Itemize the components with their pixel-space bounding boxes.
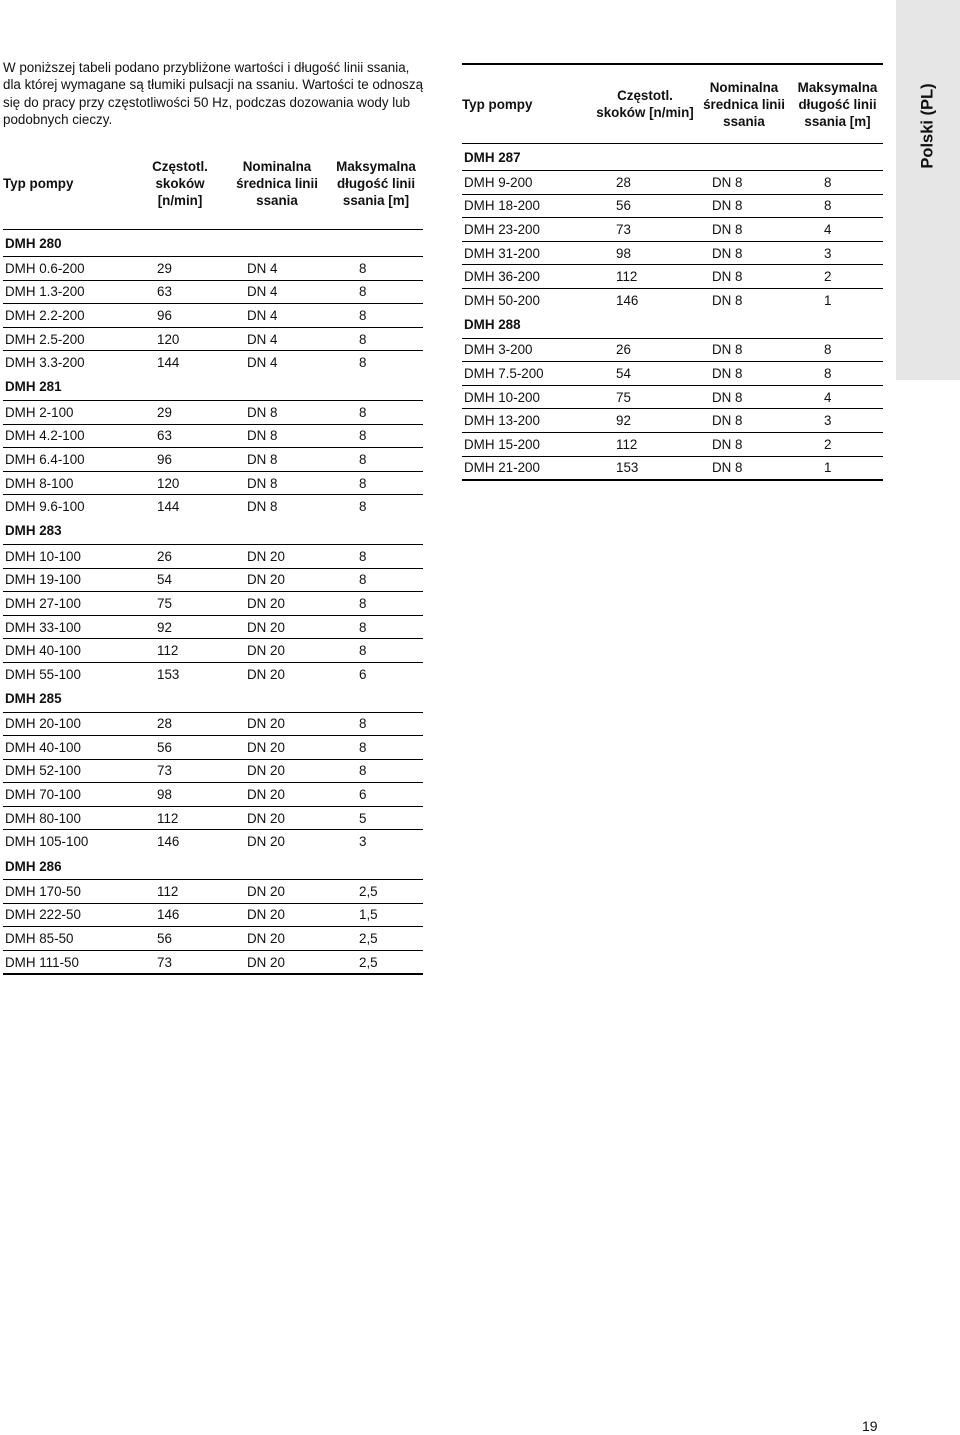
group-name: DMH 285: [3, 686, 423, 713]
stroke-frequency-cell: 112: [594, 265, 696, 289]
group-name: DMH 283: [3, 518, 423, 545]
pump-type-cell: DMH 40-100: [3, 736, 135, 760]
nominal-diameter-cell: DN 20: [225, 736, 329, 760]
group-row: [3, 853, 423, 880]
table-row: [3, 806, 423, 830]
nominal-diameter-cell: DN 8: [225, 448, 329, 472]
max-length-cell: 3: [359, 834, 367, 850]
max-length-cell: 8: [329, 280, 423, 304]
nominal-diameter-cell: DN 20: [225, 639, 329, 663]
max-length-cell: 8: [329, 544, 423, 568]
pump-type-cell: DMH 85-50: [3, 927, 135, 951]
nominal-diameter-cell: DN 8: [712, 460, 743, 476]
pump-type-cell: DMH 36-200: [462, 265, 594, 289]
pump-type-cell: DMH 2-100: [3, 400, 135, 424]
header-pump-type: Typ pompy: [3, 137, 135, 230]
stroke-frequency-cell: 26: [594, 338, 696, 362]
stroke-frequency-cell: 56: [135, 736, 225, 760]
max-length-cell: 3: [792, 241, 883, 265]
table-row: [3, 712, 423, 736]
max-length-cell: 8: [329, 615, 423, 639]
pump-type-cell: DMH 10-100: [3, 544, 135, 568]
max-length-cell: 6: [359, 666, 367, 682]
table-row: [3, 736, 423, 760]
max-length-cell: 2: [792, 265, 883, 289]
pump-type-cell: DMH 3-200: [462, 338, 594, 362]
header-stroke-frequency: Częstotl. skoków [n/min]: [135, 137, 225, 230]
nominal-diameter-cell: DN 8: [696, 218, 792, 242]
pump-type-cell: DMH 9-200: [462, 171, 594, 195]
stroke-frequency-cell: 75: [135, 592, 225, 616]
table-row: [3, 592, 423, 616]
stroke-frequency-cell: 120: [135, 471, 225, 495]
nominal-diameter-cell: DN 20: [225, 544, 329, 568]
max-length-cell: 8: [329, 424, 423, 448]
pump-type-cell: DMH 3.3-200: [5, 355, 85, 371]
nominal-diameter-cell: DN 8: [696, 432, 792, 456]
stroke-frequency-cell: 28: [594, 171, 696, 195]
pump-type-cell: DMH 33-100: [3, 615, 135, 639]
stroke-frequency-cell: 28: [135, 712, 225, 736]
pump-type-cell: DMH 40-100: [3, 639, 135, 663]
table-row: [462, 218, 883, 242]
suction-line-table-left: [3, 137, 423, 975]
stroke-frequency-cell: 56: [594, 194, 696, 218]
stroke-frequency-cell: 75: [594, 385, 696, 409]
max-length-cell: 4: [792, 218, 883, 242]
table-row: [462, 338, 883, 362]
pump-type-cell: DMH 18-200: [462, 194, 594, 218]
stroke-frequency-cell: 98: [135, 783, 225, 807]
max-length-cell: 8: [329, 736, 423, 760]
group-row: [462, 312, 883, 339]
stroke-frequency-cell: 112: [135, 639, 225, 663]
nominal-diameter-cell: DN 8: [696, 265, 792, 289]
group-row: [3, 230, 423, 257]
group-name: DMH 281: [3, 374, 423, 401]
stroke-frequency-cell: 146: [616, 292, 639, 308]
pump-type-cell: DMH 15-200: [462, 432, 594, 456]
stroke-frequency-cell: 98: [594, 241, 696, 265]
nominal-diameter-cell: DN 8: [225, 471, 329, 495]
nominal-diameter-cell: DN 20: [247, 834, 285, 850]
max-length-cell: 2: [792, 432, 883, 456]
stroke-frequency-cell: 153: [157, 666, 180, 682]
table-row: [3, 927, 423, 951]
pump-type-cell: DMH 1.3-200: [3, 280, 135, 304]
stroke-frequency-cell: 96: [135, 304, 225, 328]
table-row: [3, 424, 423, 448]
nominal-diameter-cell: DN 4: [247, 355, 278, 371]
table-row: [462, 385, 883, 409]
max-length-cell: 1: [824, 292, 832, 308]
stroke-frequency-cell: 112: [594, 432, 696, 456]
header-nominal-diameter: Nominalna średnica linii ssania: [225, 137, 329, 230]
pump-type-cell: DMH 2.2-200: [3, 304, 135, 328]
nominal-diameter-cell: DN 20: [225, 903, 329, 927]
stroke-frequency-cell: 63: [135, 280, 225, 304]
stroke-frequency-cell: 92: [594, 409, 696, 433]
table-header-row: [462, 64, 883, 144]
table-row: [3, 448, 423, 472]
pump-type-cell: DMH 10-200: [462, 385, 594, 409]
table-row: [3, 327, 423, 351]
table-row: [3, 280, 423, 304]
stroke-frequency-cell: 56: [135, 927, 225, 951]
pump-type-cell: DMH 9.6-100: [5, 499, 85, 515]
nominal-diameter-cell: DN 4: [225, 327, 329, 351]
table-row: [462, 432, 883, 456]
stroke-frequency-cell: 112: [135, 880, 225, 904]
stroke-frequency-cell: 54: [135, 568, 225, 592]
pump-type-cell: DMH 31-200: [462, 241, 594, 265]
stroke-frequency-cell: 112: [135, 806, 225, 830]
group-row: [3, 374, 423, 401]
stroke-frequency-cell: 73: [135, 759, 225, 783]
header-stroke-frequency: Częstotl. skoków [n/min]: [594, 64, 696, 144]
table-row: [3, 568, 423, 592]
table-row: [3, 471, 423, 495]
table-row: [462, 194, 883, 218]
group-name: DMH 287: [462, 144, 883, 171]
pump-type-cell: DMH 111-50: [5, 954, 79, 970]
pump-type-cell: DMH 27-100: [3, 592, 135, 616]
pump-type-cell: DMH 6.4-100: [3, 448, 135, 472]
header-nominal-diameter: Nominalna średnica linii ssania: [696, 64, 792, 144]
table-row: [462, 362, 883, 386]
max-length-cell: 5: [329, 806, 423, 830]
table-row: [462, 241, 883, 265]
pump-type-cell: DMH 13-200: [462, 409, 594, 433]
stroke-frequency-cell: 144: [157, 499, 180, 515]
max-length-cell: 2,5: [329, 880, 423, 904]
pump-type-cell: DMH 23-200: [462, 218, 594, 242]
nominal-diameter-cell: DN 20: [225, 592, 329, 616]
max-length-cell: 1,5: [329, 903, 423, 927]
table-row: [3, 903, 423, 927]
nominal-diameter-cell: DN 8: [712, 292, 743, 308]
table-row: [3, 880, 423, 904]
group-row: [3, 518, 423, 545]
nominal-diameter-cell: DN 20: [225, 806, 329, 830]
nominal-diameter-cell: DN 4: [225, 280, 329, 304]
nominal-diameter-cell: DN 8: [696, 385, 792, 409]
table-row: [3, 830, 423, 853]
table-row: [462, 288, 883, 311]
group-name: DMH 286: [3, 853, 423, 880]
table-row: [3, 304, 423, 328]
table-row: [3, 351, 423, 374]
table-row: [3, 400, 423, 424]
intro-paragraph: W poniższej tabeli podano przybliżone wartości i długość linii ssania, dla której wymagane są tłumiki pulsacji na ssaniu. Wartości te odnoszą się do pracy przy częstotliwości 50 Hz, podczas dozowania wody lub podobnych cieczy.: [3, 60, 424, 128]
pump-type-cell: DMH 105-100: [5, 834, 89, 850]
pump-type-cell: DMH 19-100: [3, 568, 135, 592]
max-length-cell: 8: [329, 592, 423, 616]
max-length-cell: 6: [329, 783, 423, 807]
pump-type-cell: DMH 0.6-200: [3, 257, 135, 281]
group-name: DMH 280: [3, 230, 423, 257]
stroke-frequency-cell: 29: [135, 257, 225, 281]
stroke-frequency-cell: 146: [157, 834, 180, 850]
stroke-frequency-cell: 153: [616, 460, 639, 476]
nominal-diameter-cell: DN 8: [696, 241, 792, 265]
max-length-cell: 8: [329, 448, 423, 472]
max-length-cell: 8: [792, 362, 883, 386]
stroke-frequency-cell: 29: [135, 400, 225, 424]
pump-type-cell: DMH 21-200: [464, 460, 540, 476]
max-length-cell: 8: [792, 338, 883, 362]
pump-type-cell: DMH 55-100: [5, 666, 81, 682]
group-name: DMH 288: [462, 312, 883, 339]
table-row: [3, 615, 423, 639]
nominal-diameter-cell: DN 20: [225, 880, 329, 904]
max-length-cell: 3: [792, 409, 883, 433]
group-row: [3, 686, 423, 713]
pump-type-cell: DMH 8-100: [3, 471, 135, 495]
pump-type-cell: DMH 7.5-200: [462, 362, 594, 386]
table-row: [3, 495, 423, 518]
stroke-frequency-cell: 73: [157, 954, 172, 970]
stroke-frequency-cell: 92: [135, 615, 225, 639]
pump-type-cell: DMH 4.2-100: [3, 424, 135, 448]
table-row: [3, 662, 423, 685]
stroke-frequency-cell: 54: [594, 362, 696, 386]
stroke-frequency-cell: 26: [135, 544, 225, 568]
table-row: [462, 265, 883, 289]
nominal-diameter-cell: DN 8: [696, 171, 792, 195]
max-length-cell: 8: [329, 759, 423, 783]
max-length-cell: 8: [359, 499, 367, 515]
suction-line-table-right: [462, 63, 883, 481]
stroke-frequency-cell: 73: [594, 218, 696, 242]
stroke-frequency-cell: 146: [135, 903, 225, 927]
nominal-diameter-cell: DN 8: [696, 409, 792, 433]
nominal-diameter-cell: DN 20: [225, 783, 329, 807]
max-length-cell: 8: [329, 471, 423, 495]
nominal-diameter-cell: DN 20: [247, 954, 285, 970]
nominal-diameter-cell: DN 20: [225, 615, 329, 639]
max-length-cell: 4: [792, 385, 883, 409]
max-length-cell: 8: [329, 327, 423, 351]
table-row: [462, 171, 883, 195]
pump-type-cell: DMH 80-100: [3, 806, 135, 830]
pump-type-cell: DMH 70-100: [3, 783, 135, 807]
nominal-diameter-cell: DN 20: [225, 927, 329, 951]
max-length-cell: 1: [824, 460, 832, 476]
table-row: [3, 639, 423, 663]
language-label: Polski (PL): [918, 83, 937, 169]
language-side-tab: [896, 0, 960, 380]
pump-type-cell: DMH 170-50: [3, 880, 135, 904]
stroke-frequency-cell: 120: [135, 327, 225, 351]
max-length-cell: 8: [329, 257, 423, 281]
table-row: [462, 456, 883, 480]
header-max-length: Maksymalna długość linii ssania [m]: [329, 137, 423, 230]
table-row: [3, 544, 423, 568]
pump-type-cell: DMH 52-100: [3, 759, 135, 783]
max-length-cell: 8: [329, 639, 423, 663]
nominal-diameter-cell: DN 8: [696, 362, 792, 386]
pump-type-cell: DMH 50-200: [464, 292, 540, 308]
max-length-cell: 8: [359, 355, 367, 371]
table-row: [3, 950, 423, 974]
table-row: [462, 409, 883, 433]
header-max-length: Maksymalna długość linii ssania [m]: [792, 64, 883, 144]
page-number: 19: [862, 1418, 878, 1434]
stroke-frequency-cell: 96: [135, 448, 225, 472]
nominal-diameter-cell: DN 20: [225, 759, 329, 783]
max-length-cell: 8: [329, 568, 423, 592]
nominal-diameter-cell: DN 20: [225, 568, 329, 592]
nominal-diameter-cell: DN 20: [225, 712, 329, 736]
nominal-diameter-cell: DN 8: [247, 499, 278, 515]
header-pump-type: Typ pompy: [462, 64, 594, 144]
nominal-diameter-cell: DN 4: [225, 304, 329, 328]
max-length-cell: 2,5: [329, 927, 423, 951]
stroke-frequency-cell: 144: [157, 355, 180, 371]
table-row: [3, 759, 423, 783]
max-length-cell: 2,5: [359, 954, 378, 970]
max-length-cell: 8: [792, 171, 883, 195]
group-row: [462, 144, 883, 171]
stroke-frequency-cell: 63: [135, 424, 225, 448]
nominal-diameter-cell: DN 8: [696, 338, 792, 362]
pump-type-cell: DMH 222-50: [3, 903, 135, 927]
nominal-diameter-cell: DN 8: [225, 424, 329, 448]
table-header-row: [3, 137, 423, 230]
nominal-diameter-cell: DN 4: [225, 257, 329, 281]
max-length-cell: 8: [792, 194, 883, 218]
max-length-cell: 8: [329, 712, 423, 736]
max-length-cell: 8: [329, 400, 423, 424]
table-row: [3, 257, 423, 281]
pump-type-cell: DMH 2.5-200: [3, 327, 135, 351]
nominal-diameter-cell: DN 20: [247, 666, 285, 682]
table-row: [3, 783, 423, 807]
nominal-diameter-cell: DN 8: [225, 400, 329, 424]
pump-type-cell: DMH 20-100: [3, 712, 135, 736]
nominal-diameter-cell: DN 8: [696, 194, 792, 218]
max-length-cell: 8: [329, 304, 423, 328]
